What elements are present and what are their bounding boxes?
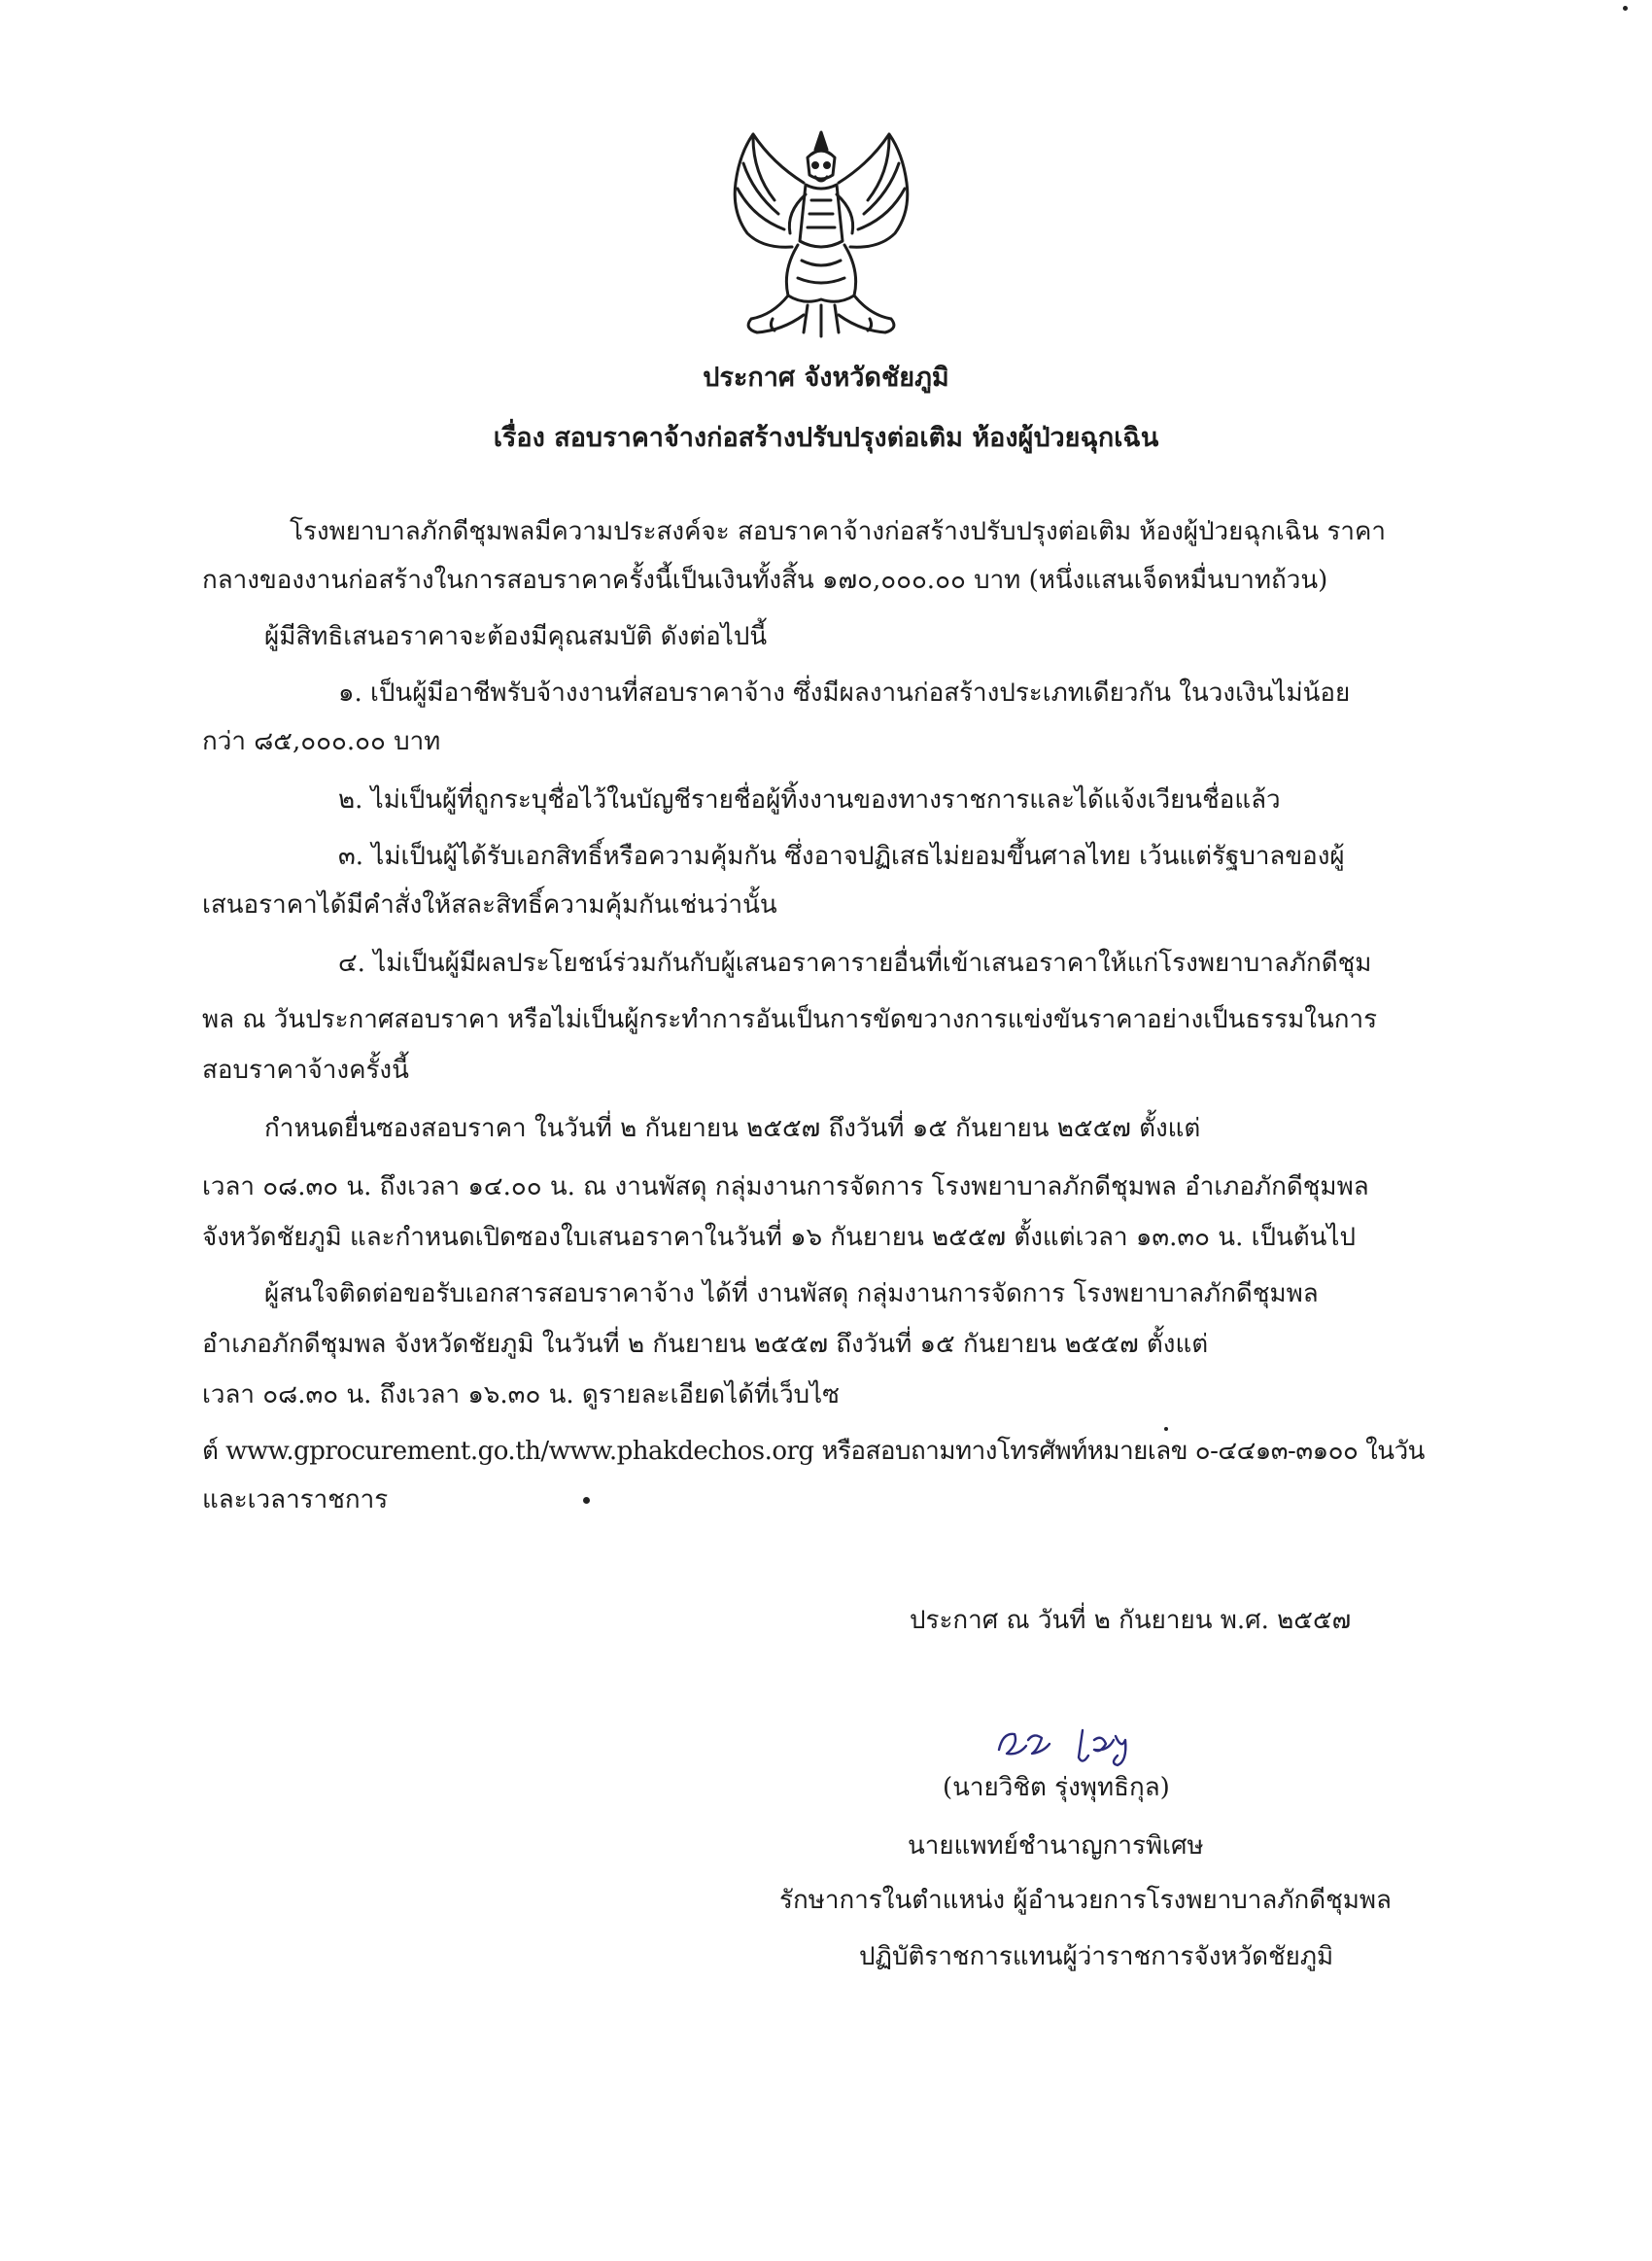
scan-speck [583, 1497, 590, 1504]
signer-name: (นายวิชิต รุ่งพุทธิกุล) [943, 1773, 1170, 1802]
announcement-date: ประกาศ ณ วันที่ ๒ กันยายน พ.ศ. ๒๕๕๗ [910, 1606, 1352, 1635]
acting-position: รักษาการในตำแหน่ง ผู้อำนวยการโรงพยาบาลภักดีชุมพล [779, 1886, 1392, 1915]
contact-line-1: ผู้สนใจติดต่อขอรับเอกสารสอบราคาจ้าง ได้ที่ งานพัสดุ กลุ่มงานการจัดการ โรงพยาบาลภักดีชุมพล [264, 1279, 1319, 1308]
announcement-subject: เรื่อง สอบราคาจ้างก่อสร้างปรับปรุงต่อเติม ห้องผู้ป่วยฉุกเฉิน [493, 423, 1159, 453]
qualification-3-line-1: ๓. ไม่เป็นผู้ได้รับเอกสิทธิ์หรือความคุ้มกัน ซึ่งอาจปฏิเสธไม่ยอมขึ้นศาลไทย เว้นแต่รัฐบาลของผู้ [338, 842, 1345, 871]
qualifications-heading: ผู้มีสิทธิเสนอราคาจะต้องมีคุณสมบัติ ดังต่อไปนี้ [264, 622, 768, 651]
intro-line-2: กลางของงานก่อสร้างในการสอบราคาครั้งนี้เป็นเงินทั้งสิ้น ๑๗๐,๐๐๐.๐๐ บาท (หนึ่งแสนเจ็ดหมื่นบาทถ้วน) [202, 566, 1328, 595]
contact-line-5: และเวลาราชการ [202, 1485, 389, 1514]
signer-title: นายแพทย์ชำนาญการพิเศษ [908, 1831, 1204, 1861]
qualification-1-line-1: ๑. เป็นผู้มีอาชีพรับจ้างงานที่สอบราคาจ้าง ซึ่งมีผลงานก่อสร้างประเภทเดียวกัน ในวงเงินไม่น้อย [338, 678, 1351, 708]
qualification-4-line-2: พล ณ วันประกาศสอบราคา หรือไม่เป็นผู้กระทำการอันเป็นการขัดขวางการแข่งขันราคาอย่างเป็นธรรมในการ [202, 1005, 1378, 1034]
contact-line-3: เวลา ๐๘.๓๐ น. ถึงเวลา ๑๖.๓๐ น. ดูรายละเอียดได้ที่เว็บไซ [202, 1380, 840, 1409]
submission-line-3: จังหวัดชัยภูมิ และกำหนดเปิดซองใบเสนอราคาในวันที่ ๑๖ กันยายน ๒๕๕๗ ตั้งแต่เวลา ๑๓.๓๐ น. เป็นต้นไป [202, 1223, 1357, 1252]
qualification-4-line-3: สอบราคาจ้างครั้งนี้ [202, 1056, 409, 1085]
intro-line-1: โรงพยาบาลภักดีชุมพลมีความประสงค์จะ สอบราคาจ้างก่อสร้างปรับปรุงต่อเติม ห้องผู้ป่วยฉุกเฉิน ราคา [290, 517, 1387, 546]
submission-line-2: เวลา ๐๘.๓๐ น. ถึงเวลา ๑๔.๐๐ น. ณ งานพัสดุ กลุ่มงานการจัดการ โรงพยาบาลภักดีชุมพล อำเภอภักดีชุมพล [202, 1172, 1369, 1201]
contact-line-4: ต์ www.gprocurement.go.th/www.phakdechos.org หรือสอบถามทางโทรศัพท์หมายเลข ๐-๔๔๑๓-๓๑๐๐ ในวัน [202, 1437, 1425, 1466]
qualification-4-line-1: ๔. ไม่เป็นผู้มีผลประโยชน์ร่วมกันกับผู้เสนอราคารายอื่นที่เข้าเสนอราคาให้แก่โรงพยาบาลภักดีชุม [338, 949, 1372, 978]
qualification-3-line-2: เสนอราคาได้มีคำสั่งให้สละสิทธิ์ความคุ้มกันเช่นว่านั้น [202, 890, 777, 920]
on-behalf-line: ปฏิบัติราชการแทนผู้ว่าราชการจังหวัดชัยภูมิ [859, 1942, 1334, 1971]
submission-line-1: กำหนดยื่นซองสอบราคา ในวันที่ ๒ กันยายน ๒๕๕๗ ถึงวันที่ ๑๕ กันยายน ๒๕๕๗ ตั้งแต่ [264, 1114, 1201, 1143]
scan-speck [1623, 6, 1628, 11]
announcement-title: ประกาศ จังหวัดชัยภูมิ [703, 363, 949, 393]
garuda-emblem-icon [714, 124, 928, 340]
contact-line-2: อำเภอภักดีชุมพล จังหวัดชัยภูมิ ในวันที่ ๒ กันยายน ๒๕๕๗ ถึงวันที่ ๑๕ กันยายน ๒๕๕๗ ตั้งแต่ [202, 1330, 1209, 1359]
qualification-2: ๒. ไม่เป็นผู้ที่ถูกระบุชื่อไว้ในบัญชีรายชื่อผู้ทิ้งงานของทางราชการและได้แจ้งเวียนชื่อแล้ว [338, 785, 1281, 815]
qualification-1-line-2: กว่า ๘๕,๐๐๐.๐๐ บาท [202, 727, 441, 756]
scan-speck [1164, 1427, 1168, 1431]
